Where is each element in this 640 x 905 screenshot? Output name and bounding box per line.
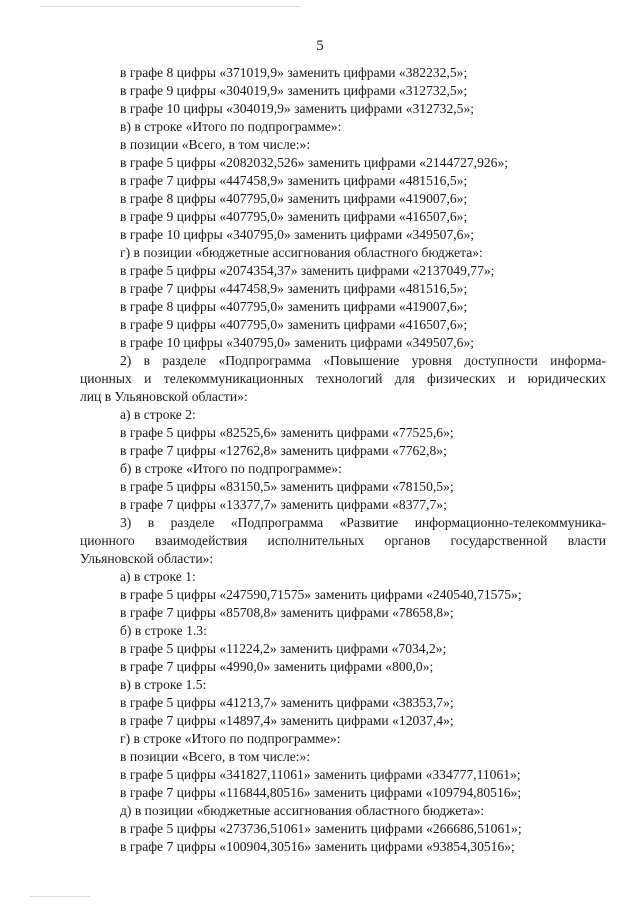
scan-edge-bottom — [30, 896, 90, 897]
text-line: в графе 5 цифры «2082032,526» заменить цифрами «2144727,926»; — [120, 155, 509, 170]
text-line: в графе 7 цифры «14897,4» заменить цифрами «12037,4»; — [120, 713, 454, 728]
text-line: в графе 5 цифры «83150,5» заменить цифрами «78150,5»; — [120, 479, 454, 494]
text-line: в графе 7 цифры «13377,7» заменить цифрами «8377,7»; — [120, 497, 447, 512]
text-line: г) в строке «Итого по подпрограмме»: — [120, 731, 341, 746]
text-line: в графе 8 цифры «371019,9» заменить цифрами «382232,5»; — [120, 65, 468, 80]
text-line: в графе 10 цифры «340795,0» заменить цифрами «349507,6»; — [120, 335, 475, 350]
text-line: в графе 5 цифры «82525,6» заменить цифрами «77525,6»; — [120, 425, 454, 440]
text-line: б) в строке 1.3: — [120, 623, 207, 638]
text-line: в графе 10 цифры «304019,9» заменить цифрами «312732,5»; — [120, 101, 475, 116]
text-line: а) в строке 2: — [120, 407, 196, 422]
page-number: 5 — [316, 38, 324, 54]
text-line: в) в строке 1.5: — [120, 677, 207, 692]
text-line: в графе 10 цифры «340795,0» заменить цифрами «349507,6»; — [120, 227, 475, 242]
text-line: в графе 7 цифры «447458,9» заменить цифрами «481516,5»; — [120, 281, 468, 296]
text-line: в графе 7 цифры «4990,0» заменить цифрами «800,0»; — [120, 659, 434, 674]
text-line: в графе 8 цифры «407795,0» заменить цифрами «419007,6»; — [120, 191, 468, 206]
text-line: в графе 5 цифры «273736,51061» заменить цифрами «266686,51061»; — [120, 821, 522, 836]
text-line: в графе 9 цифры «407795,0» заменить цифрами «416507,6»; — [120, 209, 468, 224]
text-line: 3) в разделе «Подпрограмма «Развитие информационно-телекоммуника- — [120, 515, 606, 530]
text-line: б) в строке «Итого по подпрограмме»: — [120, 461, 342, 476]
text-line: 2) в разделе «Подпрограмма «Повышение уровня доступности информа- — [120, 353, 606, 368]
text-line: в графе 5 цифры «2074354,37» заменить цифрами «2137049,77»; — [120, 263, 495, 278]
scan-edge-top — [40, 6, 300, 7]
text-line: в графе 9 цифры «407795,0» заменить цифрами «416507,6»; — [120, 317, 468, 332]
text-line: ционного взаимодействия исполнительных органов государственной власти — [80, 533, 606, 548]
text-line: в графе 7 цифры «447458,9» заменить цифрами «481516,5»; — [120, 173, 468, 188]
text-line: лиц в Ульяновской области»: — [80, 389, 248, 404]
text-line: в графе 7 цифры «116844,80516» заменить цифрами «109794,80516»; — [120, 785, 522, 800]
text-line: Ульяновской области»: — [80, 551, 214, 566]
text-line: д) в позиции «бюджетные ассигнования областного бюджета»: — [120, 803, 485, 818]
text-line: в графе 7 цифры «85708,8» заменить цифрами «78658,8»; — [120, 605, 454, 620]
text-line: г) в позиции «бюджетные ассигнования областного бюджета»: — [120, 245, 483, 260]
text-line: в позиции «Всего, в том числе:»: — [120, 749, 311, 764]
text-line: в графе 5 цифры «11224,2» заменить цифрами «7034,2»; — [120, 641, 447, 656]
text-line: в графе 8 цифры «407795,0» заменить цифрами «419007,6»; — [120, 299, 468, 314]
text-line: в графе 7 цифры «100904,30516» заменить цифрами «93854,30516»; — [120, 839, 515, 854]
text-line: в графе 5 цифры «247590,71575» заменить цифрами «240540,71575»; — [120, 587, 522, 602]
text-line: в графе 9 цифры «304019,9» заменить цифрами «312732,5»; — [120, 83, 468, 98]
text-line: в графе 5 цифры «341827,11061» заменить цифрами «334777,11061»; — [120, 767, 521, 782]
text-line: в графе 7 цифры «12762,8» заменить цифрами «7762,8»; — [120, 443, 447, 458]
text-line: в) в строке «Итого по подпрограмме»: — [120, 119, 342, 134]
text-line: в позиции «Всего, в том числе:»: — [120, 137, 311, 152]
text-line: а) в строке 1: — [120, 569, 196, 584]
text-line: ционных и телекоммуникационных технологий для физических и юридических — [80, 371, 606, 386]
text-line: в графе 5 цифры «41213,7» заменить цифрами «38353,7»; — [120, 695, 454, 710]
